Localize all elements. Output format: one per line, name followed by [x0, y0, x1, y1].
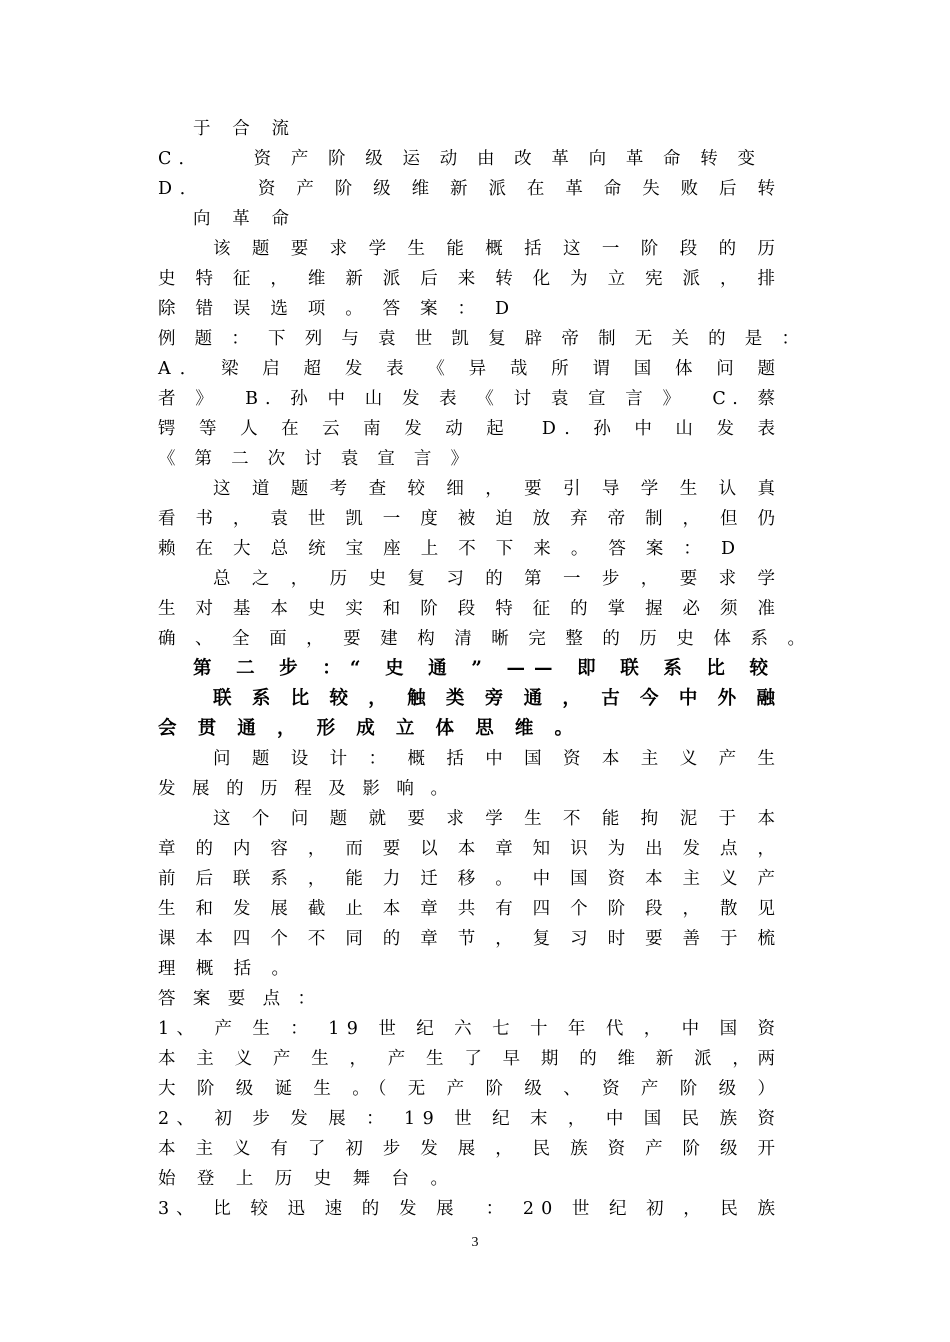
text-line: 向 革 命 [193, 209, 298, 229]
text-line: 赖 在 大 总 统 宝 座 上 不 下 来 。 答 案 ： D [158, 539, 743, 559]
text-line: 问 题 设 计 ： 概 括 中 国 资 本 主 义 产 生 [213, 749, 783, 769]
text-line: 答 案 要 点 ： [158, 989, 321, 1009]
text-line: D． 资 产 阶 级 维 新 派 在 革 命 失 败 后 转 [158, 179, 783, 199]
text-line: 该 题 要 求 学 生 能 概 括 这 一 阶 段 的 历 [213, 239, 783, 259]
text-line: C． 资 产 阶 级 运 动 由 改 革 向 革 命 转 变 [158, 149, 763, 169]
text-line: 者 》 B. 孙 中 山 发 表 《 讨 袁 宣 言 》 C. 蔡 [158, 389, 783, 409]
text-line: 这 个 问 题 就 要 求 学 生 不 能 拘 泥 于 本 [213, 809, 783, 829]
text-line: 《 第 二 次 讨 袁 宣 言 》 [158, 449, 475, 469]
text-line: 例 题 ： 下 列 与 袁 世 凯 复 辟 帝 制 无 关 的 是 ： [158, 329, 806, 349]
text-line: 史 特 征 ， 维 新 派 后 来 转 化 为 立 宪 派 ， 排 [158, 269, 783, 289]
text-line: 课 本 四 个 不 同 的 章 节 ， 复 习 时 要 善 于 梳 [158, 929, 783, 949]
text-line: 2、 初 步 发 展 ： 19 世 纪 末 ， 中 国 民 族 资 [158, 1109, 783, 1129]
text-line: 大 阶 级 诞 生 。（ 无 产 阶 级 、 资 产 阶 级 ） [158, 1079, 783, 1099]
text-line: 总 之 ， 历 史 复 习 的 第 一 步 ， 要 求 学 [213, 569, 783, 589]
text-line: 第 二 步 ：“ 史 通 ” —— 即 联 系 比 较 [193, 658, 778, 679]
text-line: 3、 比 较 迅 速 的 发 展 ： 20 世 纪 初 ， 民 族 [158, 1199, 783, 1219]
page-number: 3 [471, 1235, 479, 1250]
text-line: 前 后 联 系 ， 能 力 迁 移 。 中 国 资 本 主 义 产 [158, 869, 783, 889]
text-line: 本 主 义 有 了 初 步 发 展 ， 民 族 资 产 阶 级 开 [158, 1139, 783, 1159]
text-line: 始 登 上 历 史 舞 台 。 [158, 1169, 456, 1189]
text-line: 看 书 ， 袁 世 凯 一 度 被 迫 放 弃 帝 制 ， 但 仍 [158, 509, 783, 529]
text-line: 1、 产 生 ： 19 世 纪 六 七 十 年 代 ， 中 国 资 [158, 1019, 783, 1039]
text-line: 生 和 发 展 截 止 本 章 共 有 四 个 阶 段 ， 散 见 [158, 899, 783, 919]
text-line: 确 、 全 面 ， 要 建 构 清 晰 完 整 的 历 史 体 系 。 [158, 629, 812, 649]
text-line: 理 概 括 。 [158, 959, 297, 979]
text-line: 于 合 流 [193, 119, 298, 139]
text-line: 会 贯 通 ， 形 成 立 体 思 维 。 [158, 718, 581, 739]
text-line: 本 主 义 产 生 ， 产 生 了 早 期 的 维 新 派 ，两 [158, 1049, 783, 1069]
text-line: 锷 等 人 在 云 南 发 动 起 D. 孙 中 山 发 表 [158, 419, 784, 439]
text-line: 章 的 内 容 ， 而 要 以 本 章 知 识 为 出 发 点 ， [158, 839, 783, 859]
text-line: 除 错 误 选 项 。 答 案 ： D [158, 299, 517, 319]
text-line: 发 展 的 历 程 及 影 响 。 [158, 779, 454, 799]
text-line: 联 系 比 较 ， 触 类 旁 通 ， 古 今 中 外 融 [213, 688, 782, 709]
text-line: A． 梁 启 超 发 表 《 异 哉 所 谓 国 体 问 题 [158, 359, 785, 379]
text-line: 生 对 基 本 史 实 和 阶 段 特 征 的 掌 握 必 须 准 [158, 599, 783, 619]
text-line: 这 道 题 考 查 较 细 ， 要 引 导 学 生 认 真 [213, 479, 783, 499]
